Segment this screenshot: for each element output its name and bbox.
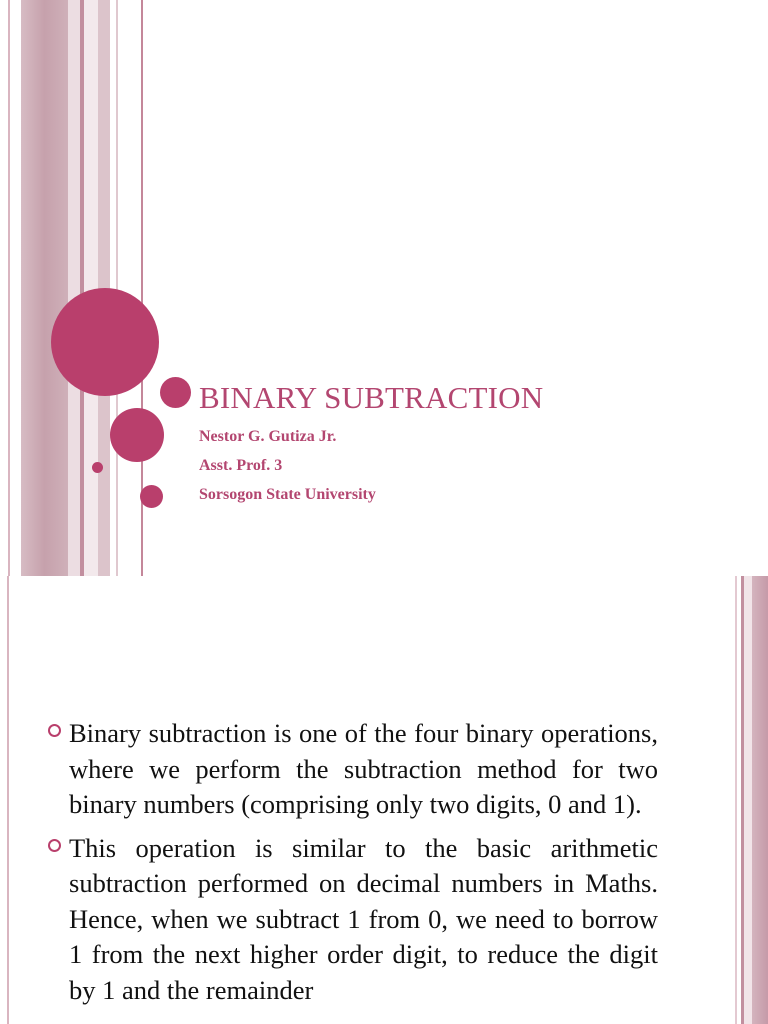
bullet-list xyxy=(46,716,658,1016)
bullet-text: Binary subtraction is one of the four binary operations, where we perform the subtraction method for two binary numbers (comprising only two digits, 0 and 1). xyxy=(69,718,658,819)
decorative-circle-medium xyxy=(110,408,164,462)
list-item xyxy=(46,716,658,823)
bullet-ring-icon xyxy=(48,839,61,852)
decorative-stripe xyxy=(735,576,737,1024)
decorative-circle-large xyxy=(51,288,159,396)
decorative-stripe xyxy=(68,0,80,576)
institution-name: Sorsogon State University xyxy=(199,486,376,503)
decorative-circle-small xyxy=(160,377,191,408)
content-slide xyxy=(0,576,768,1024)
list-item xyxy=(46,831,658,1009)
decorative-stripe xyxy=(116,0,118,576)
author-name: Nestor G. Gutiza Jr. xyxy=(199,428,337,445)
decorative-stripe xyxy=(21,0,68,576)
decorative-stripe xyxy=(7,576,9,1024)
decorative-stripe xyxy=(744,576,752,1024)
decorative-stripe xyxy=(8,0,10,576)
author-position: Asst. Prof. 3 xyxy=(199,457,283,474)
decorative-stripe xyxy=(752,576,768,1024)
decorative-circle-tiny xyxy=(92,462,103,473)
slide-title: BINARY SUBTRACTION xyxy=(199,380,544,415)
bullet-ring-icon xyxy=(48,724,61,737)
decorative-circle-small xyxy=(140,485,163,508)
bullet-text: This operation is similar to the basic arithmetic subtraction performed on decimal numbers in Maths. Hence, when we subtract 1 from 0, we need to borrow 1 from the next higher order digit, to reduce the digit by 1 and the remainder xyxy=(69,832,658,1005)
